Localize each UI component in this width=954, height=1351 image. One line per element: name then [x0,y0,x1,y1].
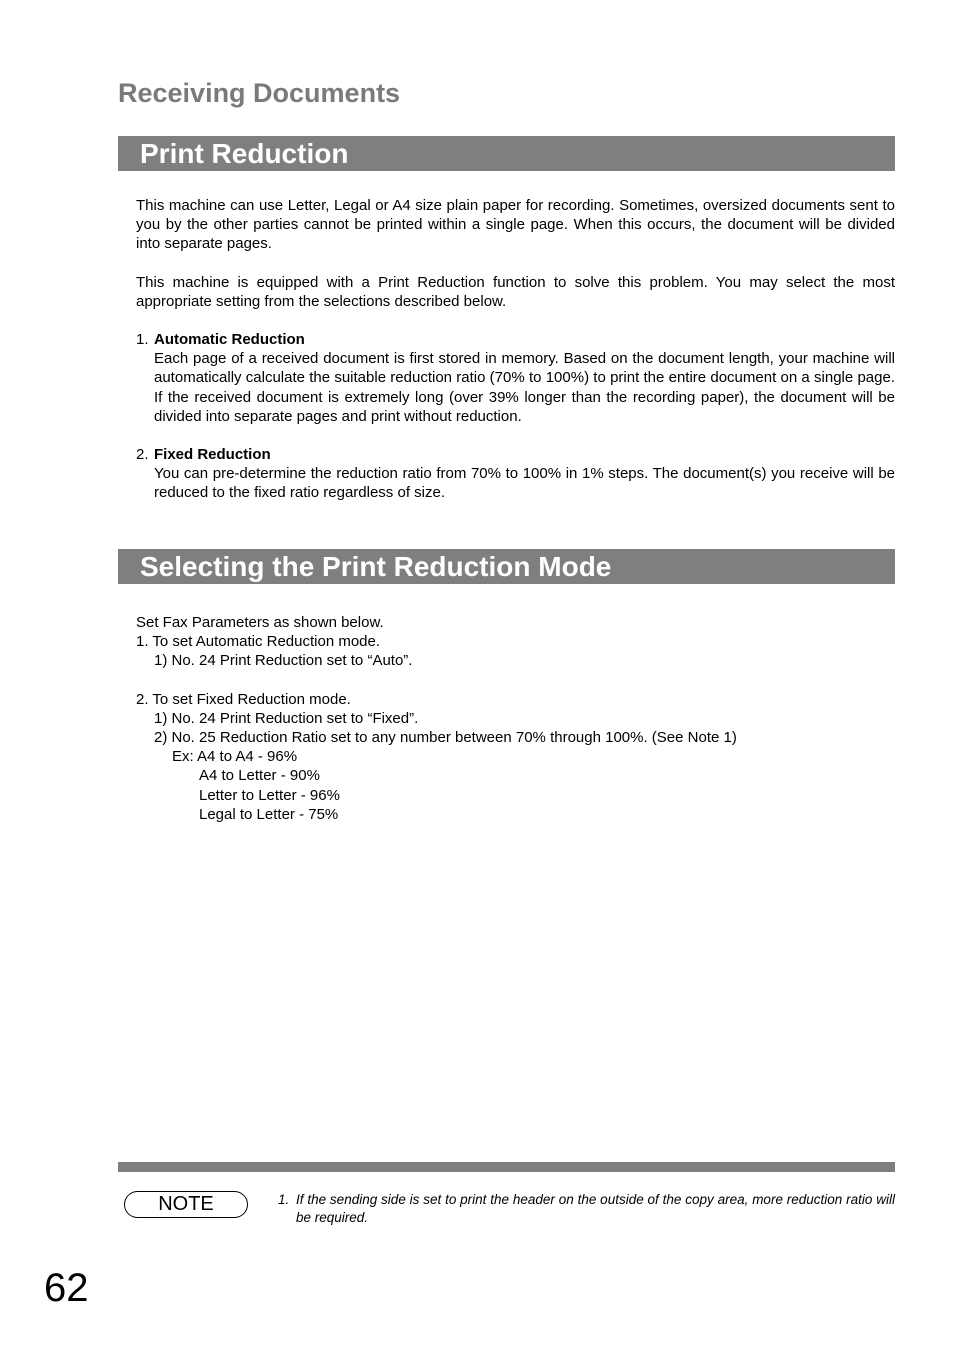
step-fixed: 2. To set Fixed Reduction mode. [136,690,351,708]
list-item-fixed-reduction [136,445,895,503]
chapter-title: Receiving Documents [118,78,401,108]
section-header-selecting-mode: Selecting the Print Reduction Mode [118,549,895,584]
list-heading: Fixed Reduction [154,446,271,464]
note-badge: NOTE [124,1191,248,1218]
list-number: 1. [136,331,149,349]
selecting-mode-body [136,613,895,824]
step-fixed-sub1: 1) No. 24 Print Reduction set to “Fixed”. [154,709,419,727]
note-text [278,1191,895,1227]
print-reduction-body [136,196,895,503]
instruction-intro: Set Fax Parameters as shown below. [136,614,384,631]
page-number: 62 [44,1266,89,1310]
intro-paragraph-1: This machine can use Letter, Legal or A4 size plain paper for recording. Sometimes, oversized documents sent to you by the other parties cannot be printed within a single page. When this occurs, the document will be divided into separate pages. [136,197,895,253]
section-header-print-reduction: Print Reduction [118,136,895,171]
list-item-automatic-reduction [136,330,895,426]
list-text: Each page of a received document is first stored in memory. Based on the document length, your machine will automatically calculate the suitable reduction ratio (70% to 100%) to print the entire document on a single page. If the received document is extremely long (over 39% longer than the recording paper), the document will be divided into separate pages and print without reduction. [154,350,895,425]
list-text: You can pre-determine the reduction ratio from 70% to 100% in 1% steps. The document(s) you receive will be reduced to the fixed ratio regardless of size. [154,465,895,502]
step-automatic-sub1: 1) No. 24 Print Reduction set to “Auto”. [154,652,413,670]
list-heading: Automatic Reduction [154,331,305,349]
example-line: Ex: A4 to A4 - 96% [172,748,298,766]
step-fixed-sub2: 2) No. 25 Reduction Ratio set to any number between 70% through 100%. (See Note 1) [154,729,737,747]
list-number: 2. [136,446,149,464]
intro-paragraph-2: This machine is equipped with a Print Reduction function to solve this problem. You may select the most appropriate setting from the selections described below. [136,273,895,310]
example-line: Letter to Letter - 96% [199,786,340,804]
note-number: 1. [278,1192,290,1207]
example-line: A4 to Letter - 90% [199,767,320,785]
note-divider [118,1162,895,1172]
step-automatic: 1. To set Automatic Reduction mode. [136,633,381,651]
example-line: Legal to Letter - 75% [199,805,339,823]
note-body: If the sending side is set to print the header on the outside of the copy area, more reduction ratio will be required. [296,1192,895,1225]
